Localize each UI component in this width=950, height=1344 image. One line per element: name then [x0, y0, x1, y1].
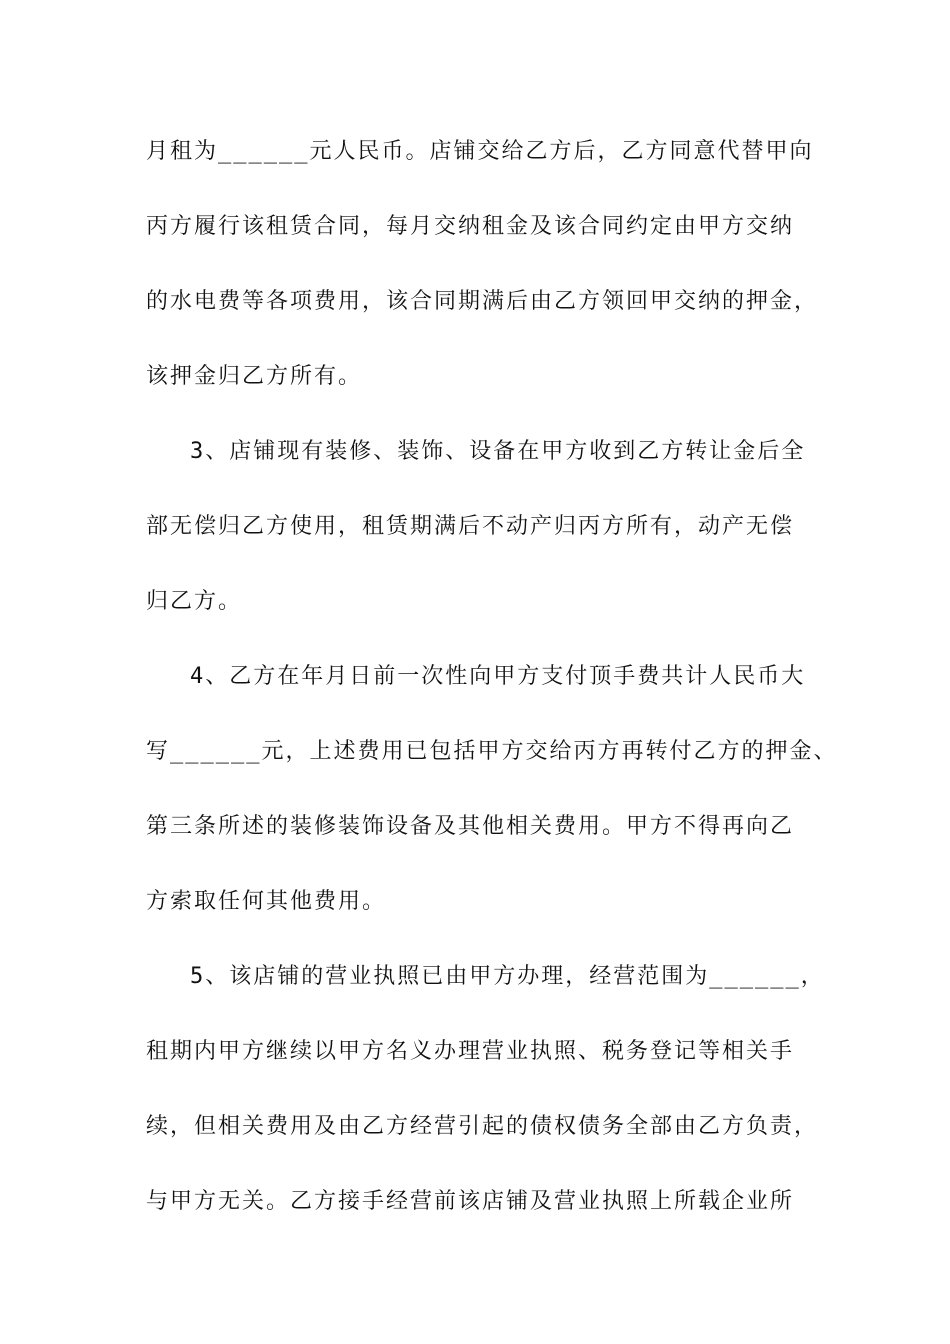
text-line: 与甲方无关。乙方接手经营前该店铺及营业执照上所载企业所 [146, 1189, 795, 1214]
text-line: 的水电费等各项费用，该合同期满后由乙方领回甲交纳的押金， [146, 289, 819, 314]
text-line: 该押金归乙方所有。 [146, 364, 363, 389]
paragraph-5-start: 5、该店铺的营业执照已由甲方办理，经营范围为______， [190, 964, 825, 989]
text-line: 丙方履行该租赁合同，每月交纳租金及该合同约定由甲方交纳 [146, 214, 795, 239]
text-line: 部无偿归乙方使用，租赁期满后不动产归丙方所有，动产无偿 [146, 514, 795, 539]
text-line: 归乙方。 [146, 589, 243, 614]
text-line: 租期内甲方继续以甲方名义办理营业执照、税务登记等相关手 [146, 1039, 795, 1064]
paragraph-4-start: 4、乙方在年月日前一次性向甲方支付顶手费共计人民币大 [190, 664, 806, 689]
text-line: 第三条所述的装修装饰设备及其他相关费用。甲方不得再向乙 [146, 814, 795, 839]
text-line: 写______元，上述费用已包括甲方交给丙方再转付乙方的押金、 [146, 739, 838, 764]
text-line: 方索取任何其他费用。 [146, 889, 387, 914]
text-line: 月租为______元人民币。店铺交给乙方后，乙方同意代替甲向 [146, 139, 814, 164]
paragraph-3-start: 3、店铺现有装修、装饰、设备在甲方收到乙方转让金后全 [190, 439, 806, 464]
text-line: 续，但相关费用及由乙方经营引起的债权债务全部由乙方负责， [146, 1114, 819, 1139]
